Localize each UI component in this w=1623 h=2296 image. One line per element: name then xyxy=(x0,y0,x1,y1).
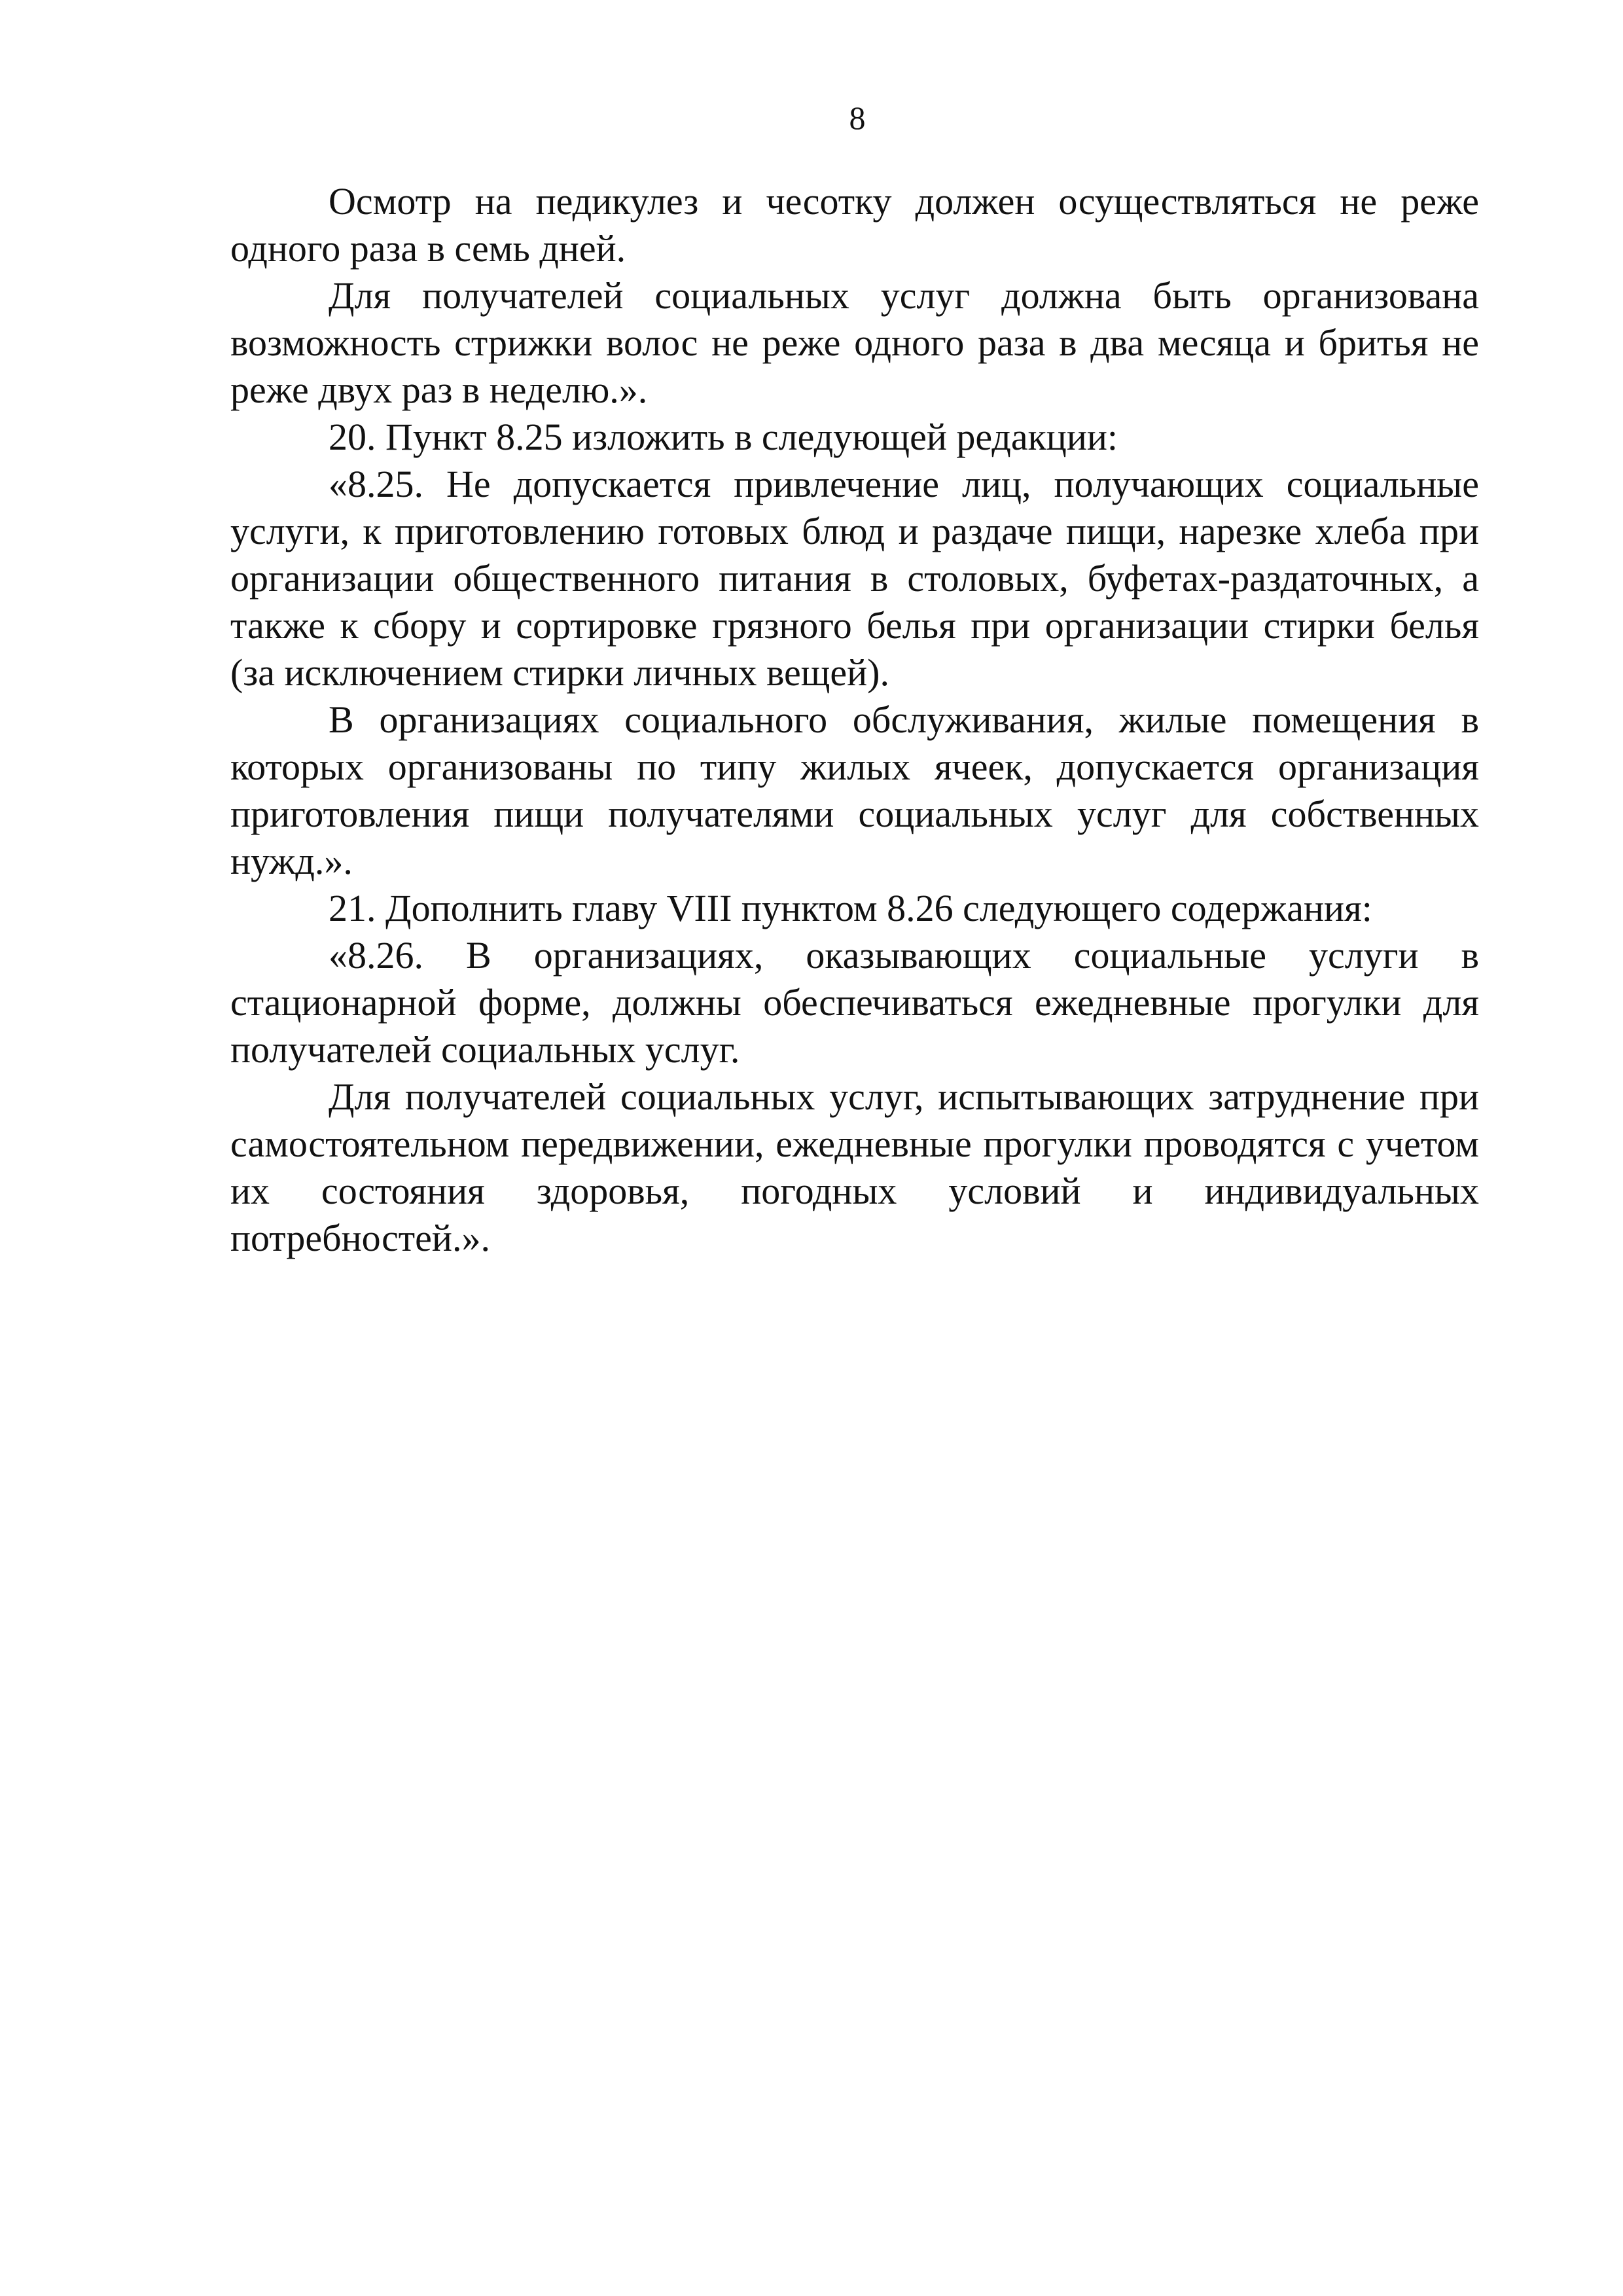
paragraph-clause-8-26: «8.26. В организациях, оказывающих социальные услуги в стационарной форме, должны обеспечиваться ежедневные прогулки для получателей социальных услуг. xyxy=(230,934,1479,1071)
paragraph-pediculosis-inspection: Осмотр на педикулез и чесотку должен осуществляться не реже одного раза в семь дней. xyxy=(230,180,1479,270)
document-body xyxy=(230,178,1479,1262)
paragraph-clause-8-25: «8.25. Не допускается привлечение лиц, получающих социальные услуги, к приготовлению готовых блюд и раздаче пищи, нарезке хлеба при организации общественного питания в столовых, буфетах-раздаточных, а также к сбору и сортировке грязного белья при организации стирки белья (за исключением стирки личных вещей). xyxy=(230,463,1479,694)
paragraph-haircut-shaving: Для получателей социальных услуг должна быть организована возможность стрижки волос не реже одного раза в два месяца и бритья не реже двух раз в неделю.». xyxy=(230,274,1479,411)
paragraph-walks-limited-mobility: Для получателей социальных услуг, испытывающих затруднение при самостоятельном передвижении, ежедневные прогулки проводятся с учетом их состояния здоровья, погодных условий и индивидуальных потребностей.». xyxy=(230,1075,1479,1259)
paragraph-cooking-in-cells: В организациях социального обслуживания, жилые помещения в которых организованы по типу жилых ячеек, допускается организация приготовления пищи получателями социальных услуг для собственных нужд.». xyxy=(230,698,1479,882)
paragraph-item-20: 20. Пункт 8.25 изложить в следующей редакции: xyxy=(329,416,1118,458)
page-number: 8 xyxy=(849,99,866,136)
paragraph-item-21: 21. Дополнить главу VIII пунктом 8.26 следующего содержания: xyxy=(329,887,1372,929)
